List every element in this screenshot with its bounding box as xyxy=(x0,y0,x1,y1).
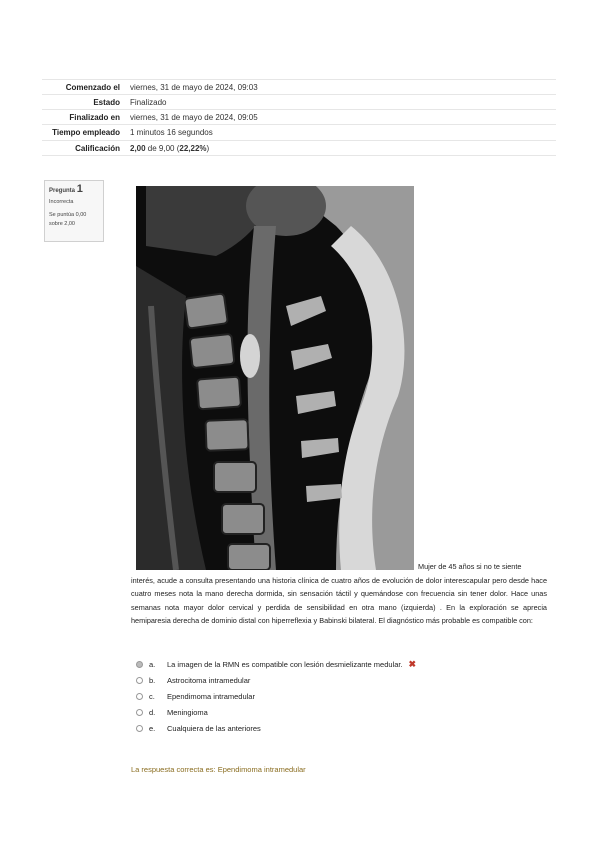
radio-icon[interactable] xyxy=(136,677,143,684)
answer-letter: c. xyxy=(149,691,155,701)
state-label: Estado xyxy=(93,98,120,107)
grade-score: 2,00 xyxy=(130,144,146,153)
answer-options xyxy=(136,656,536,736)
grade-percent: 22,22% xyxy=(179,144,207,153)
finished-value: viernes, 31 de mayo de 2024, 09:05 xyxy=(130,113,258,122)
question-score-line2: sobre 2,00 xyxy=(49,221,75,227)
summary-row-grade xyxy=(42,141,556,156)
grade-value xyxy=(128,141,209,155)
question-info-box xyxy=(44,180,104,242)
question-number xyxy=(49,185,99,196)
started-value: viernes, 31 de mayo de 2024, 09:03 xyxy=(130,83,258,92)
answer-option-d[interactable] xyxy=(136,704,536,720)
time-value: 1 minutos 16 segundos xyxy=(130,128,213,137)
answer-option-a[interactable] xyxy=(136,656,536,672)
question-number-value: 1 xyxy=(76,183,83,195)
summary-row-state xyxy=(42,95,556,110)
question-text xyxy=(131,560,547,628)
question-text-rest: interés, acude a consulta presentando una historia clínica de cuatro años de evolución de dolor interescapular pero desde hace cuatro meses nota la mano derecha dormida, sin sensación táctil y quemándose con frecuencia sin tener dolor. Hace unas semanas nota mayor dolor cervical y perdida de sensibilidad en otra mano (izquierda) . En la exploración se aprecia hemiparesia derecha de dominio distal con hiperreflexia y Babinski bilateral. El diagnóstico más probable es compatible con: xyxy=(131,575,547,625)
summary-row-started xyxy=(42,80,556,95)
answer-text: Astrocitoma intramedular xyxy=(167,675,251,685)
question-title: Pregunta xyxy=(49,188,76,194)
finished-label: Finalizado en xyxy=(69,113,120,122)
radio-icon[interactable] xyxy=(136,725,143,732)
state-value: Finalizado xyxy=(130,98,167,107)
answer-text: Meningioma xyxy=(167,707,208,717)
mri-image xyxy=(136,186,414,570)
question-score-line1: Se puntúa 0,00 xyxy=(49,212,87,218)
answer-option-b[interactable] xyxy=(136,672,536,688)
answer-option-e[interactable] xyxy=(136,720,536,736)
correct-answer-feedback: La respuesta correcta es: Ependimoma intramedular xyxy=(131,765,306,774)
incorrect-x-icon: ✖ xyxy=(408,658,417,669)
summary-row-time xyxy=(42,125,556,141)
answer-text: La imagen de la RMN es compatible con lesión desmielizante medular. xyxy=(167,659,403,669)
question-status: Incorrecta xyxy=(49,199,74,205)
grade-close: ) xyxy=(206,144,210,153)
radio-selected-icon[interactable] xyxy=(136,661,143,668)
grade-label: Calificación xyxy=(75,144,120,153)
answer-text: Ependimoma intramedular xyxy=(167,691,255,701)
time-label: Tiempo empleado xyxy=(52,128,120,137)
attempt-summary-table xyxy=(42,79,556,156)
answer-letter: b. xyxy=(149,675,156,685)
radio-icon[interactable] xyxy=(136,709,143,716)
answer-option-c[interactable] xyxy=(136,688,536,704)
grade-total: de 9,00 ( xyxy=(145,144,180,153)
answer-text: Cualquiera de las anteriores xyxy=(167,723,261,733)
summary-row-finished xyxy=(42,110,556,125)
answer-letter: a. xyxy=(149,659,156,669)
question-text-first: Mujer de 45 años si no te siente xyxy=(418,562,522,571)
answer-letter: d. xyxy=(149,707,156,717)
radio-icon[interactable] xyxy=(136,693,143,700)
started-label: Comenzado el xyxy=(65,83,120,92)
answer-letter: e. xyxy=(149,723,156,733)
mri-spine-illustration xyxy=(136,186,414,570)
